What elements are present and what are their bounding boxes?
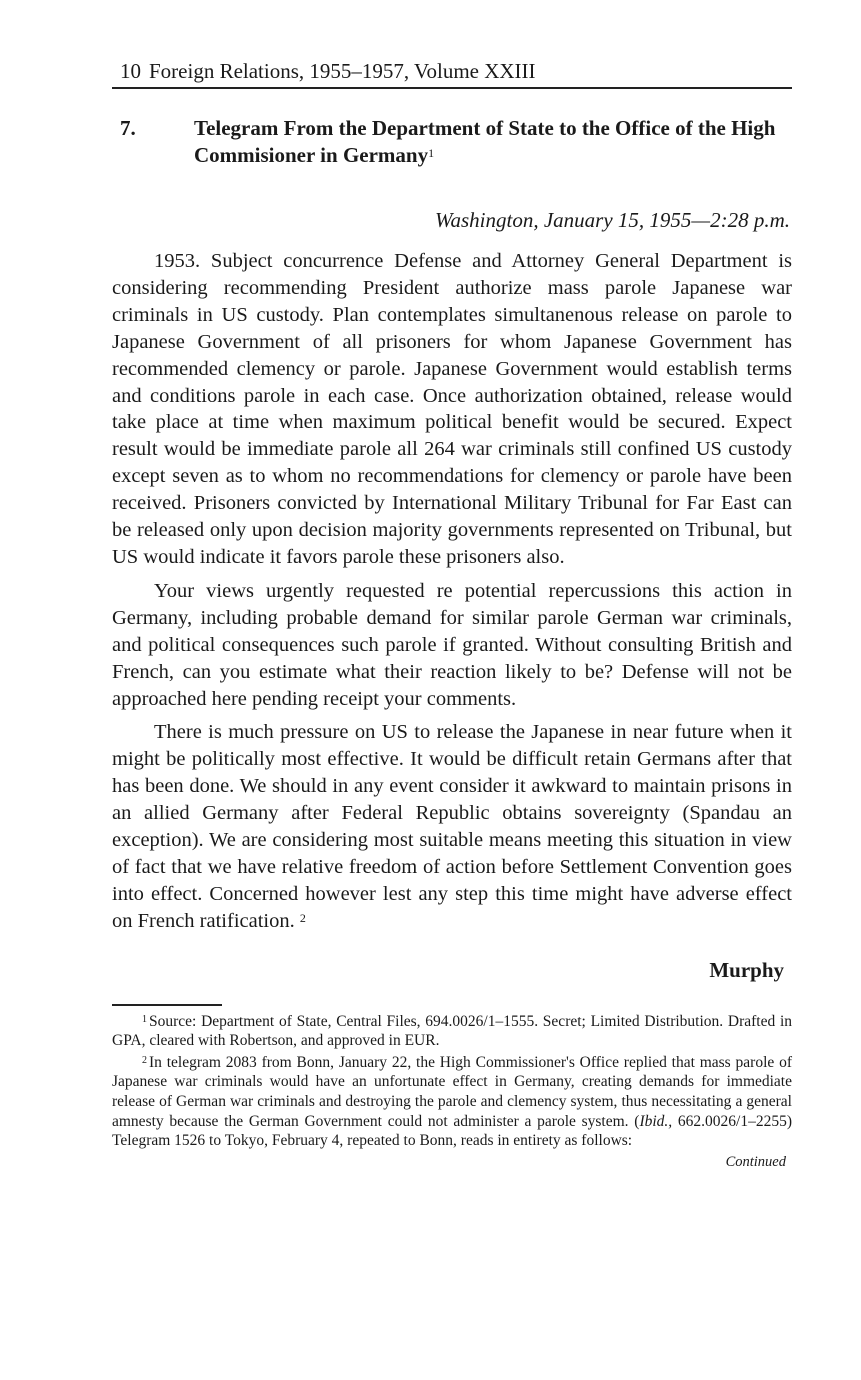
telegram-body: [112, 248, 792, 935]
footnote-2-ibid: Ibid.,: [639, 1112, 673, 1130]
document-page: [112, 58, 792, 1171]
footnote-1-text: Source: Department of State, Central Files, 694.0026/1–1555. Secret; Limited Distribution. Drafted in GPA, cleared with Robertson, and approved in EUR.: [112, 1012, 792, 1050]
page-number: 10: [120, 59, 141, 83]
footnote-marker-1: 1: [142, 1013, 147, 1025]
document-header: [112, 115, 792, 171]
document-title-text: Telegram From the Department of State to the Office of the High Commisioner in Germany: [194, 116, 776, 167]
footnote-2-text-a: In telegram 2083 from Bonn, January 22, the High Commissioner's Office replied that mass parole of Japanese war criminals would have an unfortunate effect in Germany, creating demands for immediate release of German war criminals and destroying the parole and clemency system, thus necessitating a general amnesty because the German Government could not administer a parole system. (: [112, 1053, 792, 1130]
footnote-2: [112, 1053, 792, 1151]
footnote-ref-1[interactable]: 1: [428, 146, 435, 160]
document-title: [194, 115, 792, 169]
paragraph-3-text: There is much pressure on US to release the Japanese in near future when it might be politically most effective. It would be difficult retain Germans after that has been done. We should in any event consider it awkward to maintain prisons in an allied Germany after Federal Republic obtains sovereignty (Spandau an exception). We are considering most suitable means meeting this situation in view of fact that we have relative freedom of action before Settlement Convention goes into effect. Concerned however lest any step this time might have adverse effect on French ratification.: [112, 721, 792, 932]
running-head: [112, 58, 792, 89]
paragraph-1: 1953. Subject concurrence Defense and Attorney General Department is considering recommending President authorize mass parole Japanese war criminals in US custody. Plan contemplates simultanenous release on parole to Japanese Government of all prisoners for whom Japanese Government has recommended clemency or parole. Japanese Government would establish terms and conditions parole in each case. Once authorization obtained, release would take place at time when maximum political benefit would be secured. Expect result would be immediate parole all 264 war criminals still confined US custody except seven as to whom no recommendations for clemency or parole have been received. Prisoners convicted by International Military Tribunal for Far East can be released only upon decision majority governments represented on Tribunal, but US would indicate it favors parole these prisoners also.: [112, 250, 792, 568]
footnote-2-text-b: 662.0026/1–2255) Telegram 1526 to Tokyo, February 4, repeated to Bonn, reads in entirety as follows:: [112, 1112, 792, 1150]
footnotes: [112, 1012, 792, 1171]
signature: Murphy: [709, 957, 784, 982]
continued-label: Continued: [725, 1153, 786, 1170]
volume-title: Foreign Relations, 1955–1957, Volume XXIII: [149, 59, 536, 83]
footnote-ref-2[interactable]: 2: [299, 910, 306, 925]
document-number: 7.: [120, 116, 136, 140]
footnote-divider: [112, 1004, 222, 1006]
footnote-marker-2: 2: [142, 1054, 147, 1066]
dateline: Washington, January 15, 1955—2:28 p.m.: [434, 208, 790, 232]
paragraph-2: Your views urgently requested re potential repercussions this action in Germany, including probable demand for similar parole German war criminals, and political consequences such parole if granted. Without consulting British and French, can you estimate what their reaction likely to be? Defense will not be approached here pending receipt your comments.: [112, 579, 792, 710]
paragraph-3: [112, 719, 792, 934]
footnote-1: [112, 1012, 792, 1051]
